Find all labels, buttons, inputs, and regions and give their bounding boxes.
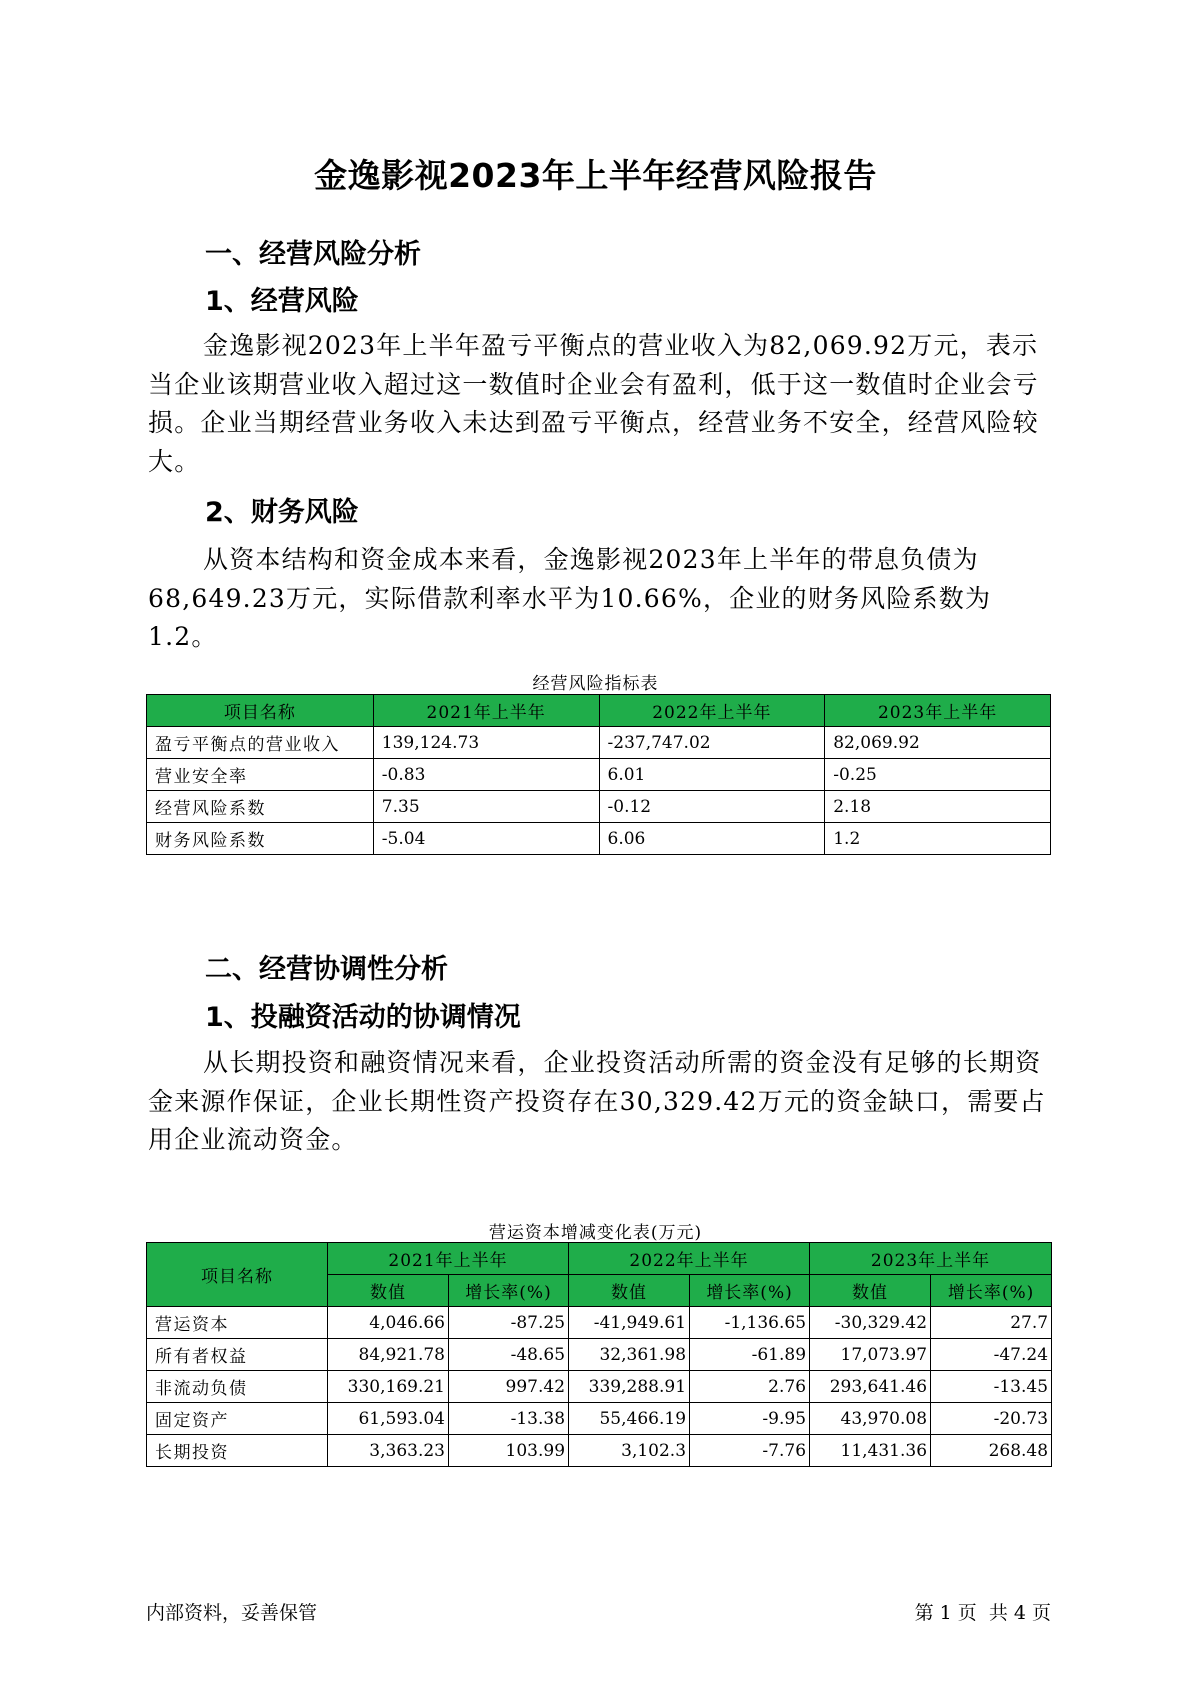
table2-caption: 营运资本增减变化表(万元) bbox=[488, 1223, 703, 1243]
subsection-heading-financial-risk: 2、财务风险 bbox=[205, 497, 359, 528]
table-row bbox=[147, 727, 1051, 759]
table-cell: 2.76 bbox=[690, 1371, 810, 1403]
table-cell: 长期投资 bbox=[147, 1435, 328, 1467]
table-header-cell: 2023年上半年 bbox=[810, 1243, 1052, 1275]
table-cell: 27.7 bbox=[931, 1307, 1052, 1339]
paragraph-investment-financing: 从长期投资和融资情况来看，企业投资活动所需的资金没有足够的长期资金来源作保证，企业长期性资产投资存在30,329.42万元的资金缺口，需要占用企业流动资金。 bbox=[148, 1048, 1046, 1154]
table-cell: 3,363.23 bbox=[328, 1435, 449, 1467]
table-cell: 7.35 bbox=[373, 791, 599, 823]
section-heading-2: 二、经营协调性分析 bbox=[205, 954, 448, 985]
table-header-cell: 2021年上半年 bbox=[373, 695, 599, 727]
table-cell: -0.25 bbox=[825, 759, 1051, 791]
table-cell: 330,169.21 bbox=[328, 1371, 449, 1403]
table-header-cell: 项目名称 bbox=[147, 695, 374, 727]
table-cell: -87.25 bbox=[449, 1307, 569, 1339]
table-header-cell: 增长率(%) bbox=[690, 1275, 810, 1307]
table-cell: 营业安全率 bbox=[147, 759, 374, 791]
table-cell: 55,466.19 bbox=[569, 1403, 690, 1435]
table-cell: 339,288.91 bbox=[569, 1371, 690, 1403]
table-cell: 84,921.78 bbox=[328, 1339, 449, 1371]
table-header-cell: 2021年上半年 bbox=[328, 1243, 569, 1275]
table-cell: 4,046.66 bbox=[328, 1307, 449, 1339]
table-cell: -7.76 bbox=[690, 1435, 810, 1467]
paragraph-financial-risk: 从资本结构和资金成本来看，金逸影视2023年上半年的带息负债为68,649.23万元，实际借款利率水平为10.66%，企业的财务风险系数为1.2。 bbox=[148, 545, 992, 651]
table-cell: 1.2 bbox=[825, 823, 1051, 855]
table-row bbox=[147, 1339, 1052, 1371]
table-cell: 2.18 bbox=[825, 791, 1051, 823]
table-cell: 61,593.04 bbox=[328, 1403, 449, 1435]
working-capital-table bbox=[146, 1242, 1052, 1467]
table-cell: 盈亏平衡点的营业收入 bbox=[147, 727, 374, 759]
table-header-cell: 数值 bbox=[569, 1275, 690, 1307]
table-cell: 293,641.46 bbox=[810, 1371, 931, 1403]
table-cell: 139,124.73 bbox=[373, 727, 599, 759]
table-cell: -0.83 bbox=[373, 759, 599, 791]
table-cell: -5.04 bbox=[373, 823, 599, 855]
table-cell: -13.38 bbox=[449, 1403, 569, 1435]
footer-page-number: 第 1 页 共 4 页 bbox=[914, 1602, 1051, 1624]
footer-confidential-note: 内部资料，妥善保管 bbox=[146, 1602, 318, 1624]
table-row bbox=[147, 1435, 1052, 1467]
table-cell: 997.42 bbox=[449, 1371, 569, 1403]
table-cell: 固定资产 bbox=[147, 1403, 328, 1435]
table-cell: 17,073.97 bbox=[810, 1339, 931, 1371]
table-cell: 32,361.98 bbox=[569, 1339, 690, 1371]
risk-indicator-table bbox=[146, 694, 1051, 855]
table-cell: 所有者权益 bbox=[147, 1339, 328, 1371]
table-cell: -9.95 bbox=[690, 1403, 810, 1435]
subsection-heading-operating-risk: 1、经营风险 bbox=[205, 286, 359, 317]
table-cell: 6.06 bbox=[599, 823, 825, 855]
table-cell: -13.45 bbox=[931, 1371, 1052, 1403]
table-header-row bbox=[147, 1243, 1052, 1275]
table-cell: 营运资本 bbox=[147, 1307, 328, 1339]
table-header-cell: 2023年上半年 bbox=[825, 695, 1051, 727]
table-header-row bbox=[147, 695, 1051, 727]
table-cell: 经营风险系数 bbox=[147, 791, 374, 823]
table-cell: 82,069.92 bbox=[825, 727, 1051, 759]
table-header-cell: 数值 bbox=[328, 1275, 449, 1307]
table-cell: 3,102.3 bbox=[569, 1435, 690, 1467]
section-heading-1: 一、经营风险分析 bbox=[205, 239, 421, 270]
table-cell: -0.12 bbox=[599, 791, 825, 823]
table-header-cell: 增长率(%) bbox=[931, 1275, 1052, 1307]
table-header-cell: 增长率(%) bbox=[449, 1275, 569, 1307]
table-row bbox=[147, 1403, 1052, 1435]
table-cell: -20.73 bbox=[931, 1403, 1052, 1435]
table-cell: 43,970.08 bbox=[810, 1403, 931, 1435]
table-cell: -47.24 bbox=[931, 1339, 1052, 1371]
table-cell: -48.65 bbox=[449, 1339, 569, 1371]
table-cell: -41,949.61 bbox=[569, 1307, 690, 1339]
table-row bbox=[147, 759, 1051, 791]
table-cell: 财务风险系数 bbox=[147, 823, 374, 855]
table-row bbox=[147, 823, 1051, 855]
table-cell: 非流动负债 bbox=[147, 1371, 328, 1403]
table-row bbox=[147, 791, 1051, 823]
table1-caption: 经营风险指标表 bbox=[532, 674, 659, 694]
table-header-cell: 项目名称 bbox=[147, 1243, 328, 1307]
table-cell: -1,136.65 bbox=[690, 1307, 810, 1339]
table-cell: 6.01 bbox=[599, 759, 825, 791]
paragraph-operating-risk: 金逸影视2023年上半年盈亏平衡点的营业收入为82,069.92万元，表示当企业该期营业收入超过这一数值时企业会有盈利，低于这一数值时企业会亏损。企业当期经营业务收入未达到盈亏平衡点，经营业务不安全，经营风险较大。 bbox=[148, 331, 1039, 476]
table-header-cell: 2022年上半年 bbox=[599, 695, 825, 727]
table-cell: 268.48 bbox=[931, 1435, 1052, 1467]
table-cell: -30,329.42 bbox=[810, 1307, 931, 1339]
table-row bbox=[147, 1371, 1052, 1403]
table-row bbox=[147, 1307, 1052, 1339]
page-title: 金逸影视2023年上半年经营风险报告 bbox=[314, 156, 877, 195]
table-header-cell: 数值 bbox=[810, 1275, 931, 1307]
table-cell: -61.89 bbox=[690, 1339, 810, 1371]
subsection-heading-investment-financing: 1、投融资活动的协调情况 bbox=[205, 1002, 521, 1033]
table-cell: 11,431.36 bbox=[810, 1435, 931, 1467]
table-cell: 103.99 bbox=[449, 1435, 569, 1467]
table-header-cell: 2022年上半年 bbox=[569, 1243, 810, 1275]
table-cell: -237,747.02 bbox=[599, 727, 825, 759]
